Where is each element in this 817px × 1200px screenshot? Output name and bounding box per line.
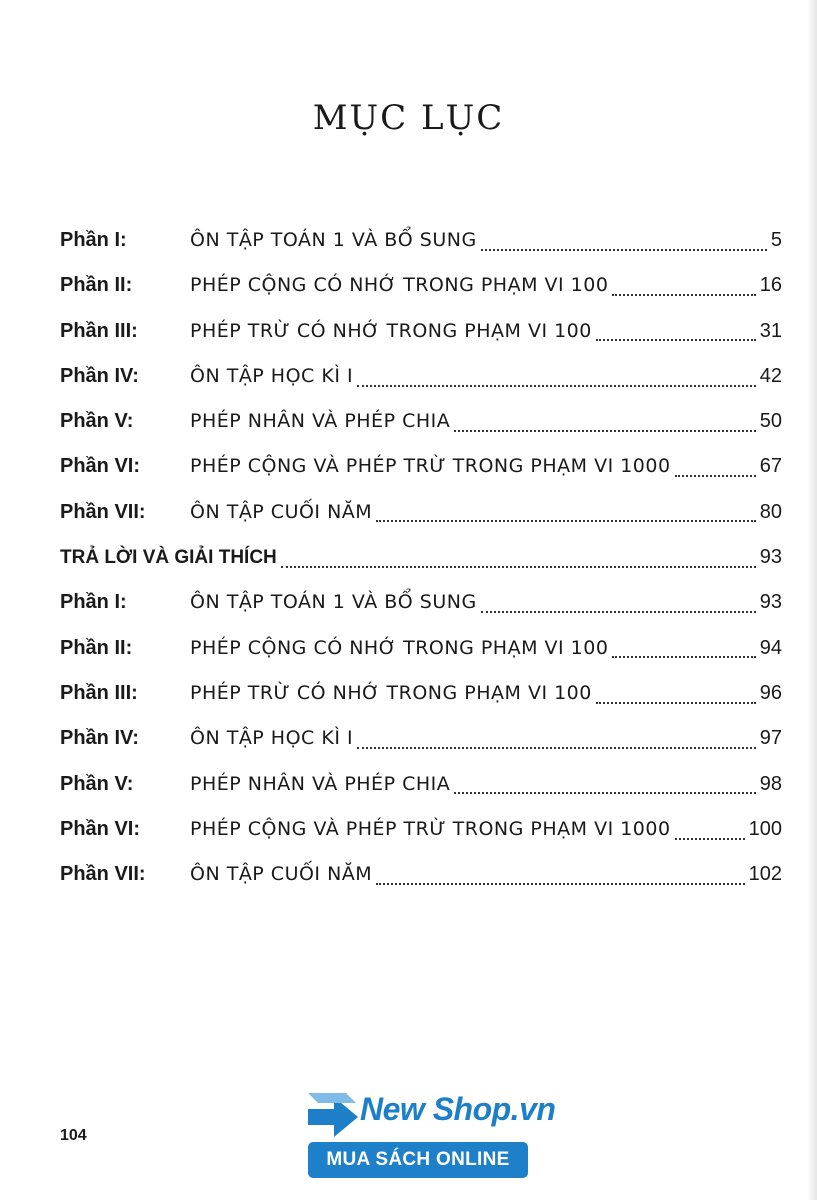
toc-part-label: Phần VI: [60,455,141,478]
toc-entry[interactable] [60,218,782,263]
dot-leader [281,566,756,568]
toc-part-label: Phần VII: [60,863,146,886]
dot-leader [481,611,756,613]
page-edge-shadow [807,0,817,1200]
page-number: 104 [60,1127,87,1144]
logo-tagline: MUA SÁCH ONLINE [308,1142,528,1178]
dot-leader [357,747,756,749]
toc-entry[interactable] [60,671,782,716]
toc-part-label: Phần I: [60,229,127,251]
toc-entry-title: ÔN TẬP TOÁN 1 VÀ BỔ SUNG [190,229,477,251]
toc-entry[interactable] [60,399,782,444]
dot-leader [454,792,756,794]
toc-entry[interactable] [60,263,782,308]
toc-entry-title: PHÉP TRỪ CÓ NHỚ TRONG PHẠM VI 100 [190,319,592,342]
toc-entry-title: ÔN TẬP CUỐI NĂM [190,863,373,886]
toc-entry[interactable] [60,762,782,807]
dot-leader [596,702,756,704]
dot-leader [357,385,756,387]
table-of-contents [60,218,782,897]
toc-part-label: Phần II: [60,274,133,297]
dot-leader [596,339,756,341]
dot-leader [612,294,755,296]
newshop-logo[interactable] [306,1085,556,1180]
dot-leader [481,249,767,251]
toc-part-label: Phần IV: [60,727,139,750]
toc-section-title: TRẢ LỜI VÀ GIẢI THÍCH [60,547,277,569]
toc-entry[interactable] [60,354,782,399]
toc-page-number: 31 [759,319,782,342]
toc-part-label: Phần III: [60,319,138,342]
toc-entry-title: PHÉP CỘNG CÓ NHỚ TRONG PHẠM VI 100 [190,636,609,659]
toc-page-number: 102 [748,863,782,886]
dot-leader [675,838,745,840]
page-title: MỤC LỤC [312,98,505,138]
toc-part-label: Phần II: [60,636,133,659]
toc-page-number: 96 [759,681,782,704]
toc-page-number: 93 [759,591,782,614]
toc-page-number: 100 [748,817,782,840]
toc-part-label: Phần V: [60,772,134,795]
toc-part-label: Phần VI: [60,817,141,840]
toc-page-number: 97 [759,727,782,750]
dot-leader [454,430,756,432]
toc-page-number: 50 [759,410,782,433]
toc-entry-title: PHÉP CỘNG VÀ PHÉP TRỪ TRONG PHẠM VI 1000 [190,455,671,478]
toc-page-number: 16 [759,274,782,297]
logo-brand-text: New Shop.vn [360,1091,556,1127]
toc-part-label: Phần III: [60,681,138,704]
toc-part-label: Phần IV: [60,364,139,387]
toc-part-label: Phần V: [60,410,134,433]
toc-entry[interactable] [60,580,782,625]
toc-page-number: 93 [759,546,782,569]
dot-leader [376,520,756,522]
toc-entry[interactable] [60,309,782,354]
toc-entry-title: PHÉP CỘNG VÀ PHÉP TRỪ TRONG PHẠM VI 1000 [190,817,671,840]
toc-entry[interactable] [60,490,782,535]
toc-page-number: 67 [759,455,782,478]
toc-page-number: 94 [759,636,782,659]
toc-entry[interactable] [60,852,782,897]
toc-part-label: Phần I: [60,591,127,614]
toc-part-label: Phần VII: [60,500,146,523]
toc-entry-title: PHÉP CỘNG CÓ NHỚ TRONG PHẠM VI 100 [190,274,609,297]
arrow-icon [306,1087,364,1139]
dot-leader [612,656,755,658]
toc-entry-title: PHÉP NHÂN VÀ PHÉP CHIA [190,410,451,433]
toc-page-number: 80 [759,500,782,523]
toc-entry[interactable] [60,444,782,489]
toc-entry[interactable] [60,626,782,671]
toc-page-number: 5 [770,229,782,251]
toc-entry[interactable] [60,716,782,761]
toc-section-answers[interactable] [60,535,782,580]
toc-page-number: 98 [759,772,782,795]
toc-entry-title: ÔN TẬP HỌC KÌ I [190,727,354,750]
dot-leader [376,883,744,885]
toc-entry-title: ÔN TẬP CUỐI NĂM [190,500,373,523]
toc-page-number: 42 [759,364,782,387]
toc-entry[interactable] [60,807,782,852]
dot-leader [675,475,756,477]
toc-entry-title: PHÉP NHÂN VÀ PHÉP CHIA [190,772,451,795]
toc-entry-title: PHÉP TRỪ CÓ NHỚ TRONG PHẠM VI 100 [190,681,592,704]
toc-entry-title: ÔN TẬP TOÁN 1 VÀ BỔ SUNG [190,591,477,614]
toc-entry-title: ÔN TẬP HỌC KÌ I [190,364,354,387]
